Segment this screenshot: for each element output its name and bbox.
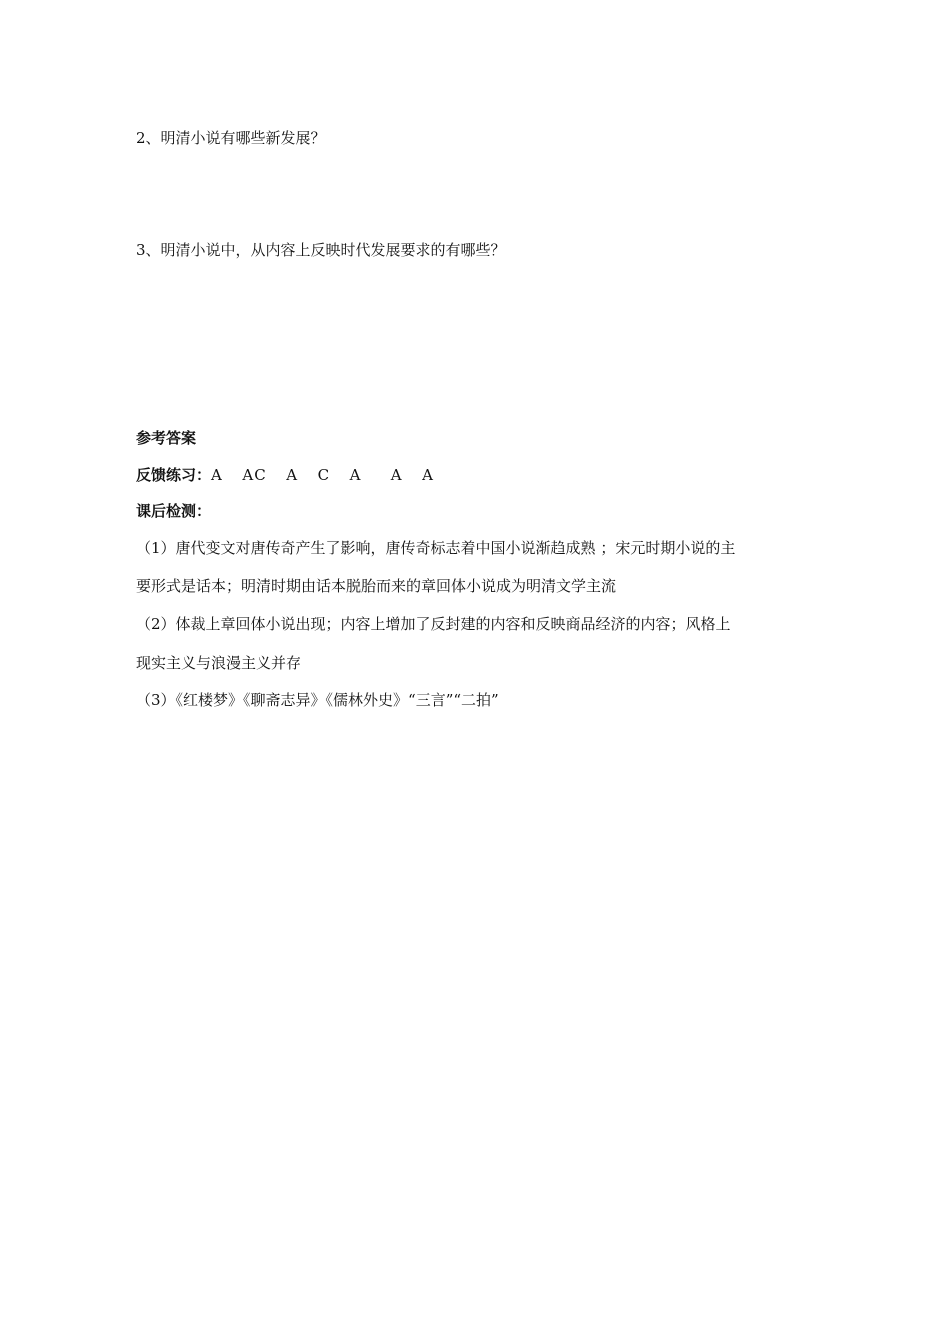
- feedback-practice-answers: [136, 465, 434, 485]
- after-class-check-label: 课后检测：: [136, 502, 212, 520]
- answer-key-heading: 参考答案: [136, 429, 197, 447]
- feedback-practice-values: A AC A C A A A: [211, 466, 434, 484]
- answer-2-line-2: 现实主义与浪漫主义并存: [136, 654, 302, 672]
- answer-2-line-1: （2）体裁上章回体小说出现；内容上增加了反封建的内容和反映商品经济的内容；风格上: [136, 615, 731, 633]
- question-2: 2、明清小说有哪些新发展？: [136, 129, 326, 147]
- answer-3: （3）《红楼梦》《聊斋志异》《儒林外史》“三言”“二拍”: [136, 691, 499, 709]
- answer-1-line-2: 要形式是话本；明清时期由话本脱胎而来的章回体小说成为明清文学主流: [136, 577, 617, 595]
- feedback-practice-label: 反馈练习：: [136, 466, 212, 484]
- question-3: 3、明清小说中，从内容上反映时代发展要求的有哪些？: [136, 241, 506, 259]
- answer-1-line-1: （1）唐代变文对唐传奇产生了影响，唐传奇标志着中国小说渐趋成熟 ；宋元时期小说的主: [136, 539, 736, 557]
